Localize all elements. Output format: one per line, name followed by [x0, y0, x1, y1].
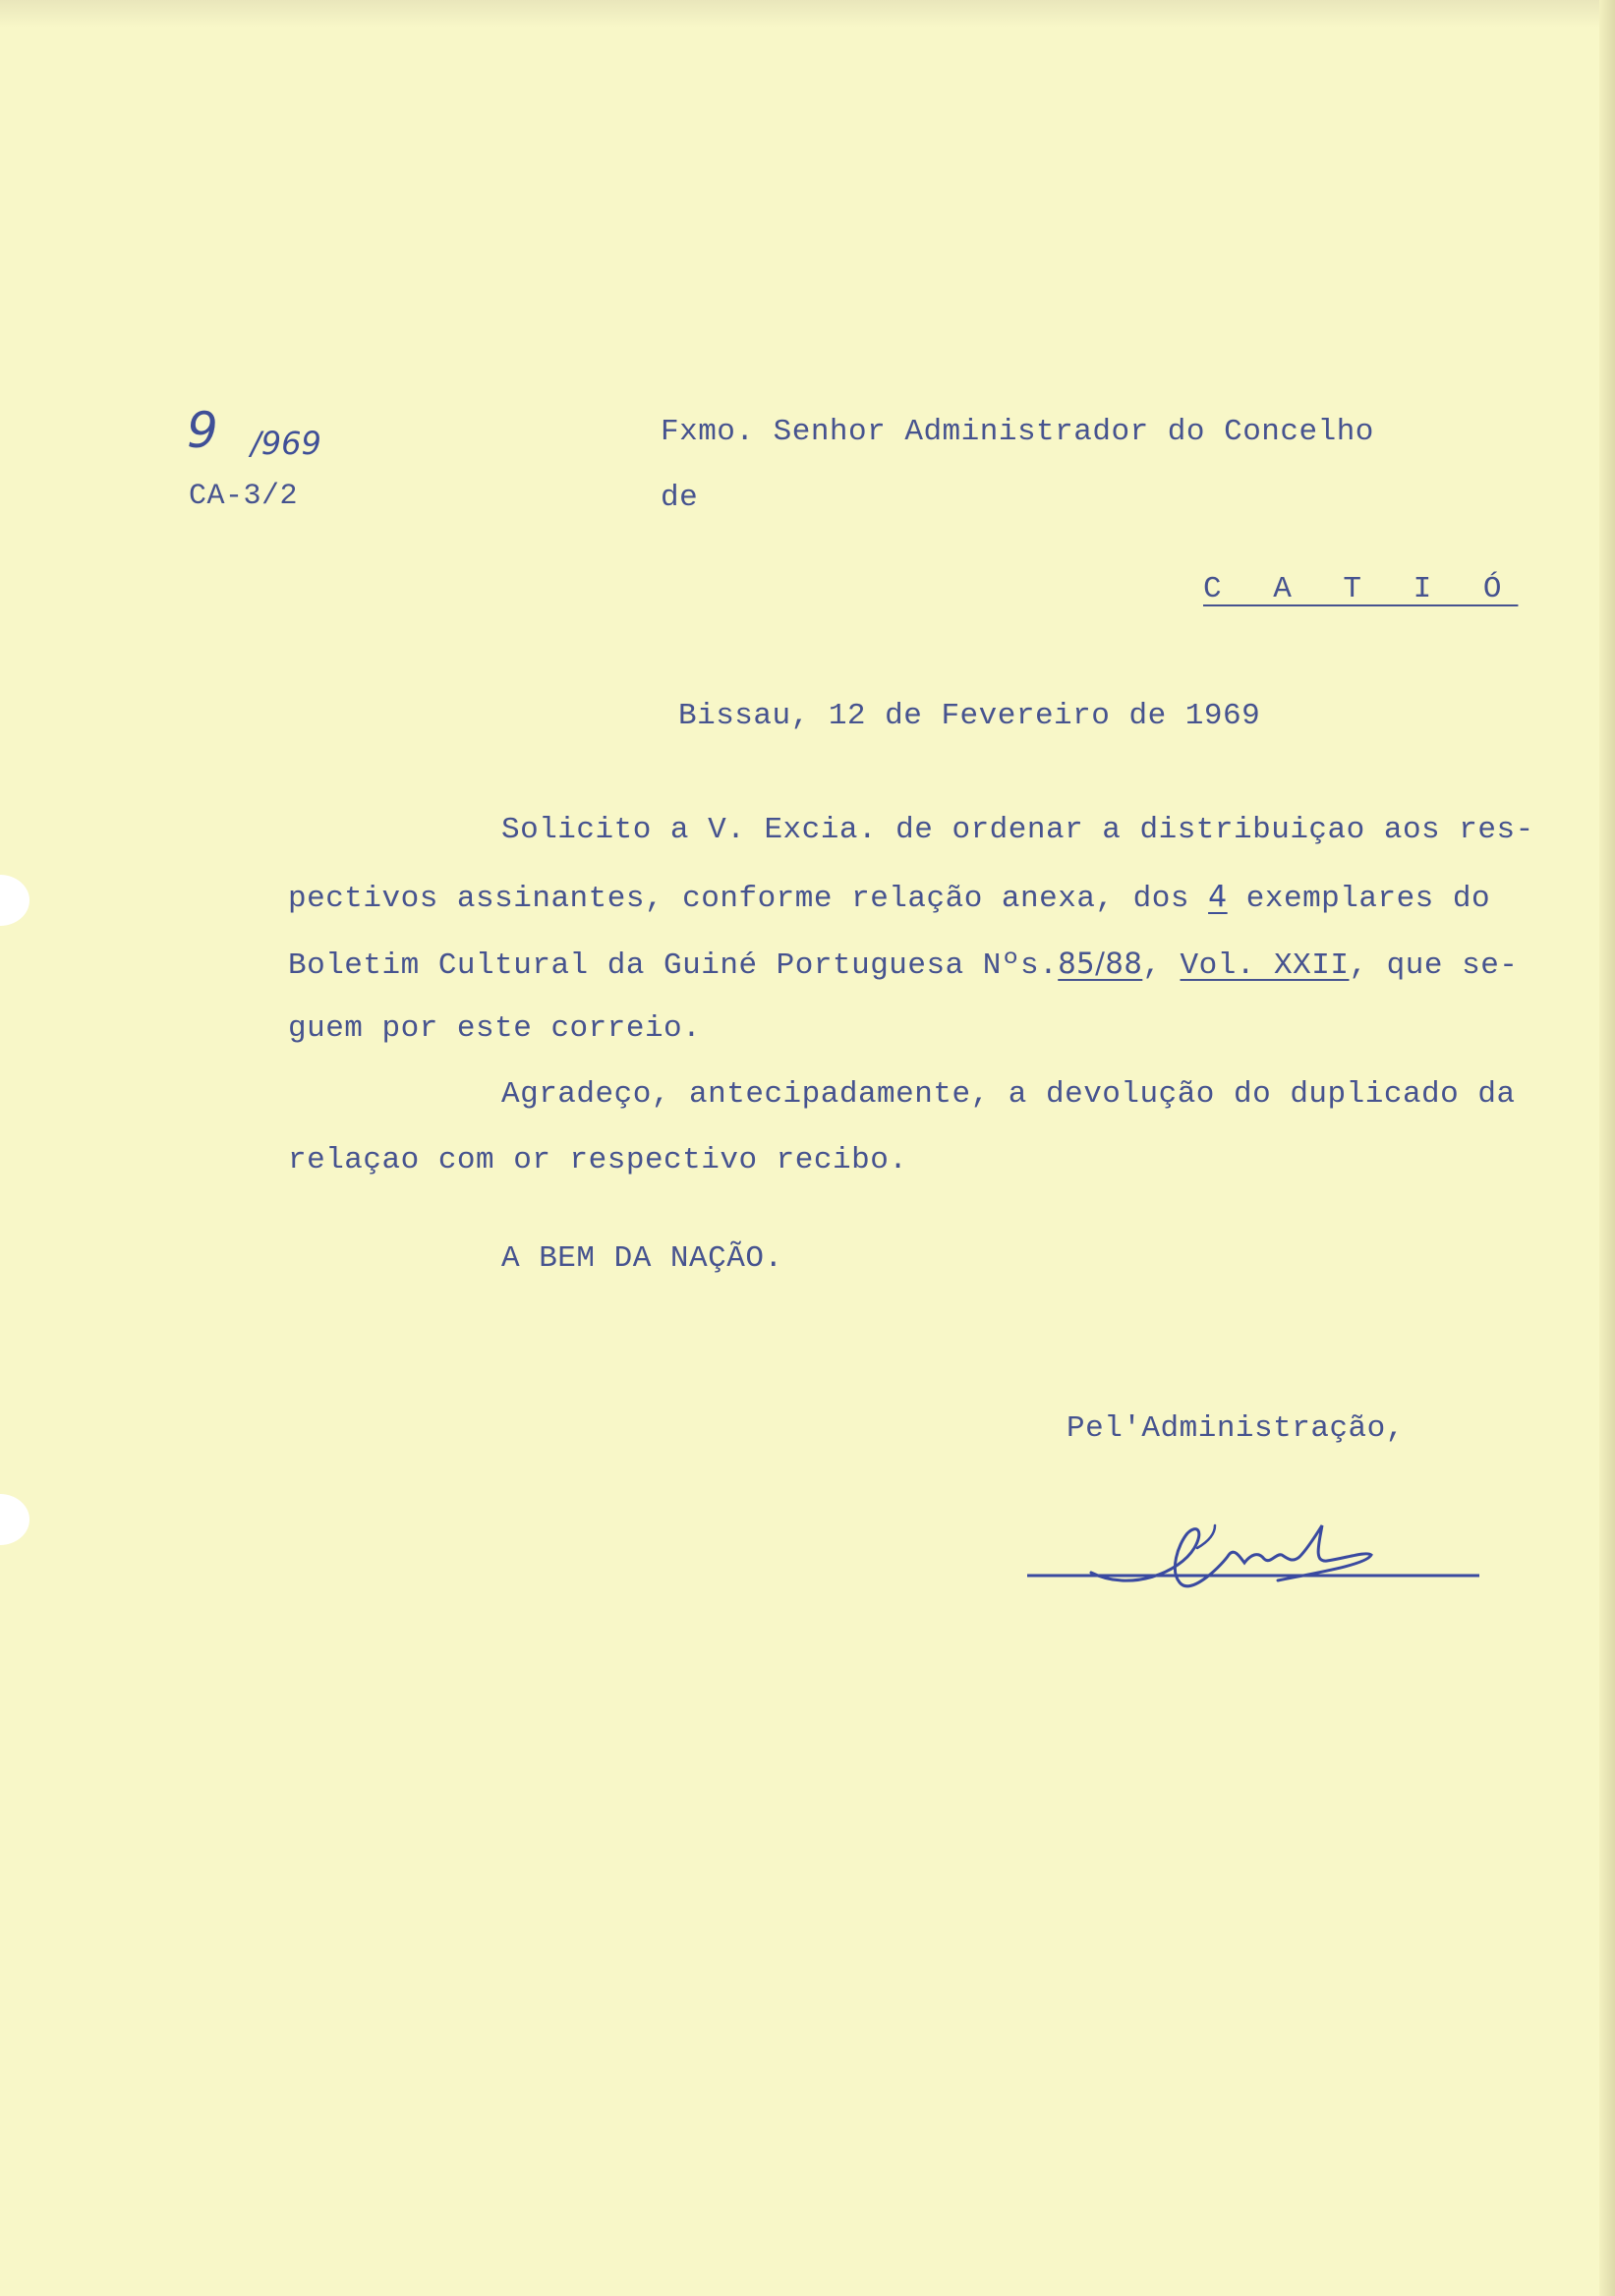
body-paragraph-2-line-2: relaçao com or respectivo recibo.	[288, 1143, 908, 1177]
addressee-line-1: Fxmo. Senhor Administrador do Concelho	[661, 415, 1374, 449]
reference-code: CA-3/2	[189, 480, 299, 513]
closing-motto: A BEM DA NAÇÃO.	[501, 1241, 783, 1276]
body-line-3-end: , que se-	[1349, 948, 1519, 983]
volume-number: Vol. XXII	[1180, 948, 1350, 983]
body-line-3-separator: ,	[1142, 948, 1181, 983]
copies-count: 4	[1208, 880, 1228, 914]
signature	[1022, 1504, 1494, 1612]
body-line-2-end: exemplares do	[1227, 882, 1491, 916]
paper-edge-shadow	[1599, 0, 1615, 2296]
body-line-3-start: Boletim Cultural da Guiné Portuguesa Nºs.	[288, 948, 1059, 983]
addressee-line-2: de	[661, 481, 699, 515]
closing-on-behalf: Pel'Administração,	[1067, 1411, 1405, 1446]
handwritten-ref-number: 9	[187, 402, 218, 459]
body-paragraph-1-line-1: Solicito a V. Excia. de ordenar a distribuiçao aos res-	[501, 813, 1534, 847]
punch-hole-upper	[0, 875, 29, 926]
addressee-place: C A T I Ó	[1203, 572, 1519, 606]
handwritten-ref-year: /969	[251, 425, 321, 462]
body-paragraph-1-line-4: guem por este correio.	[288, 1011, 702, 1046]
body-paragraph-1-line-2	[288, 881, 1490, 916]
paper-top-shadow	[0, 0, 1615, 28]
body-paragraph-2-line-1: Agradeço, antecipadamente, a devolução do duplicado da	[501, 1077, 1516, 1112]
punch-hole-lower	[0, 1494, 29, 1545]
date-line: Bissau, 12 de Fevereiro de 1969	[678, 699, 1261, 733]
body-paragraph-1-line-3	[288, 947, 1518, 983]
issue-numbers: 85/88	[1058, 947, 1143, 980]
body-line-2-start: pectivos assinantes, conforme relação anexa, dos	[288, 882, 1209, 916]
